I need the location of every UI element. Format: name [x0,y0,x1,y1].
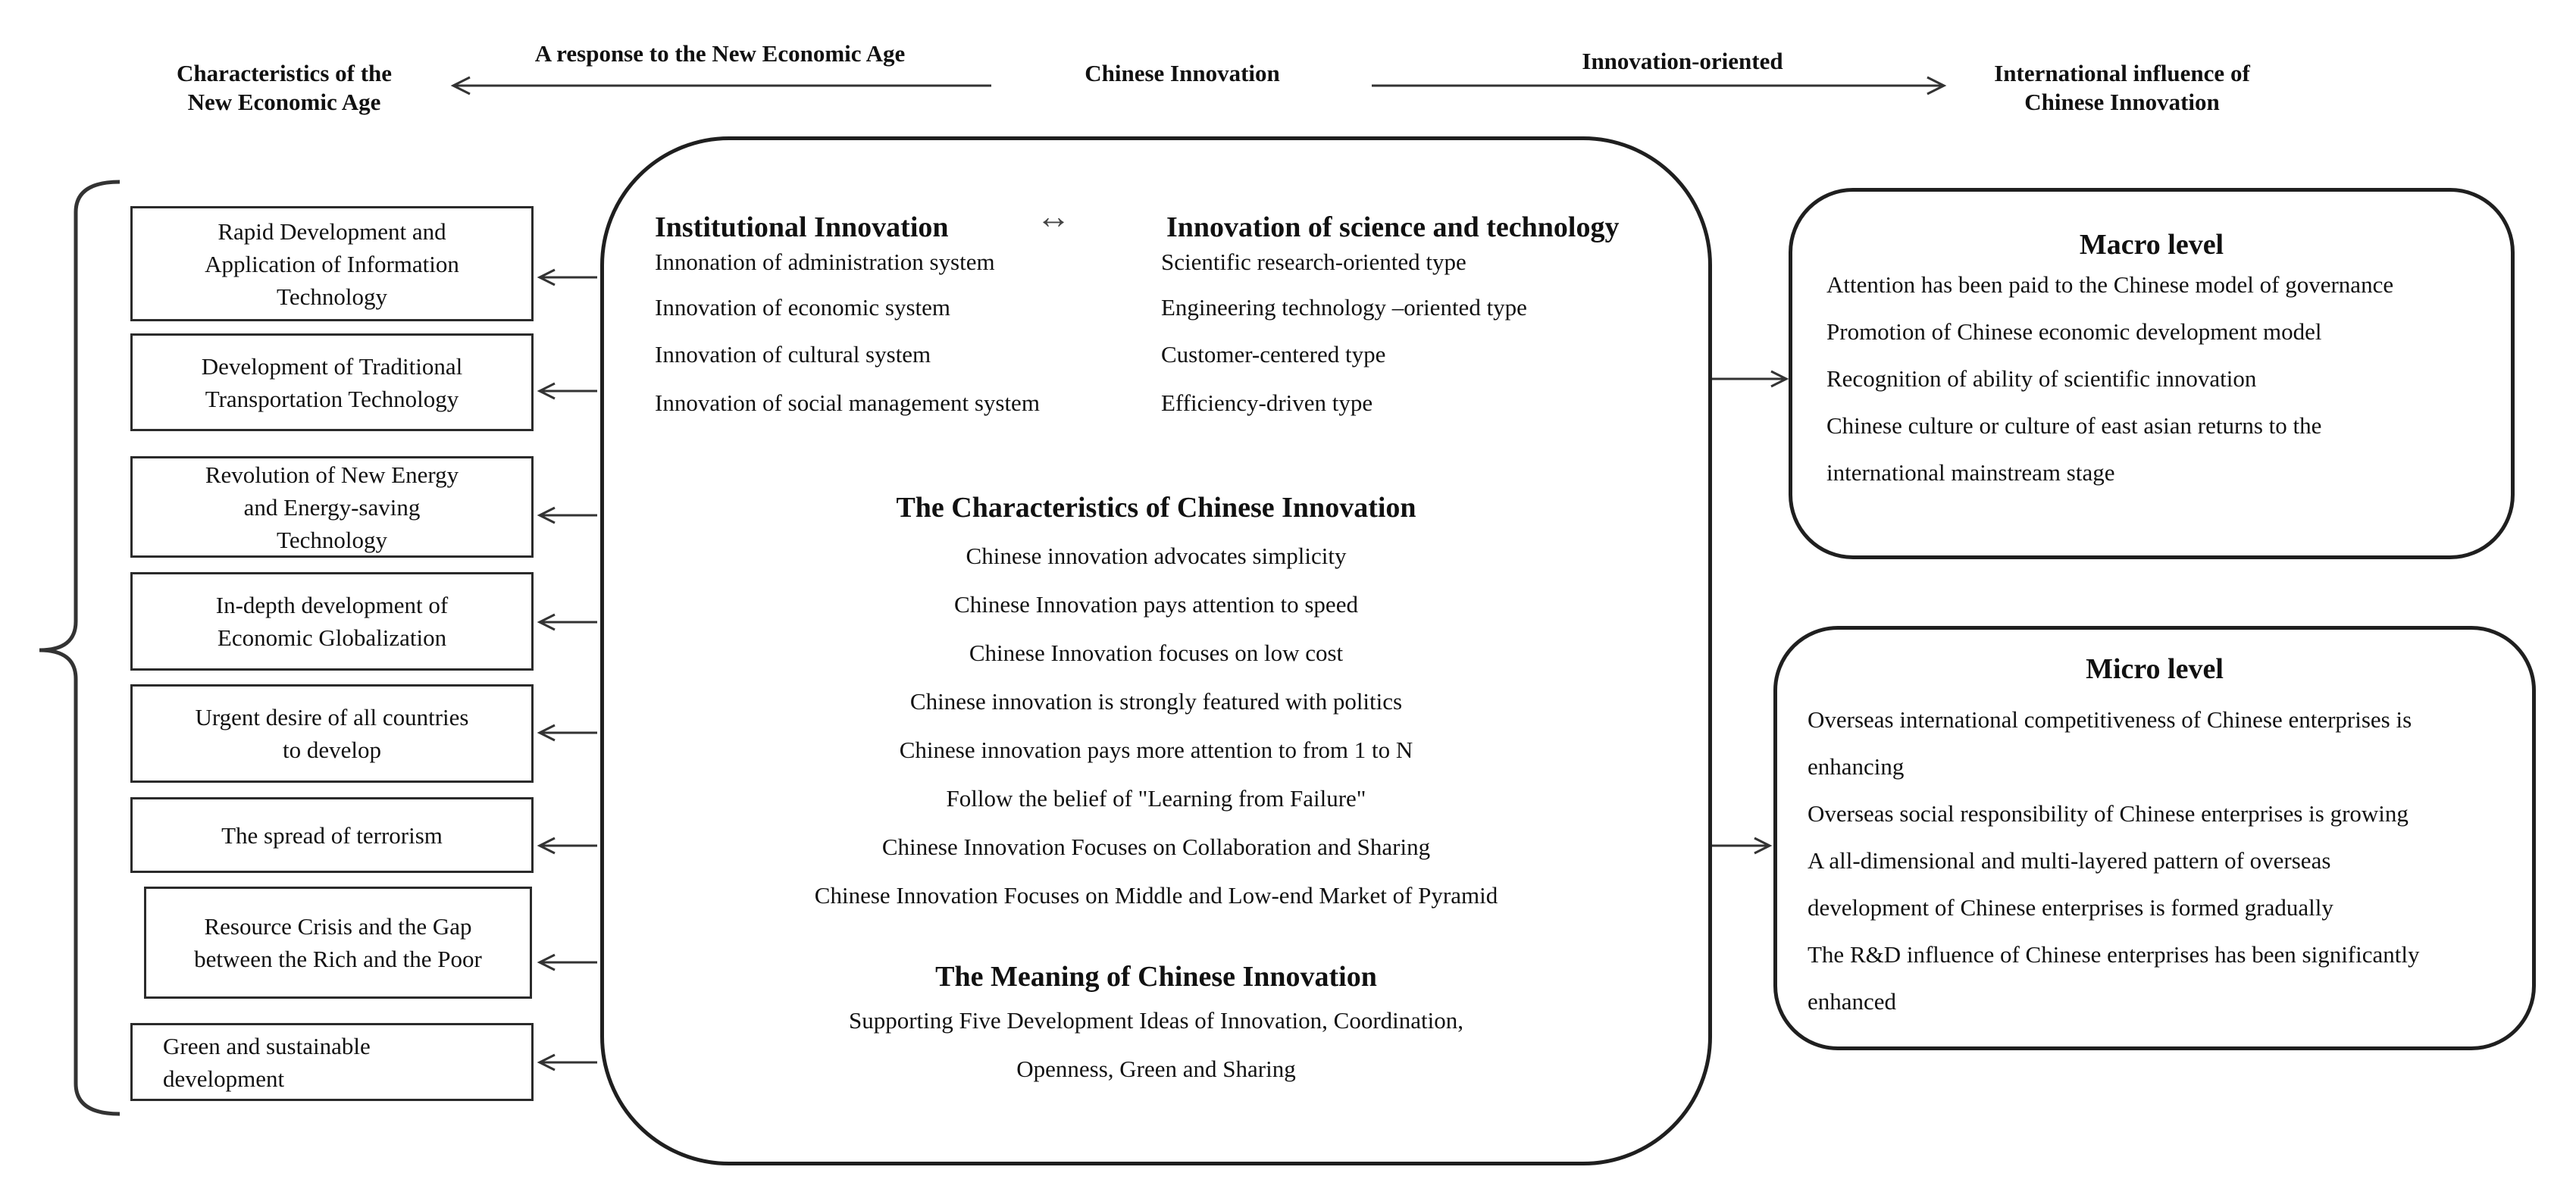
list-item: Recognition of ability of scientific innovation [1826,365,2257,392]
list-item: Efficiency-driven type [1161,389,1373,416]
arrow-left-1 [540,270,597,285]
list-item: enhancing [1808,753,1905,780]
left-box-globalization [130,572,534,671]
arrow-left-2 [540,383,597,399]
list-item: The R&D influence of Chinese enterprises has been significantly [1808,941,2420,968]
chinese-innovation-box [600,136,1712,1165]
list-item: Innovation of social management system [655,389,1040,416]
list-item: Engineering technology –oriented type [1161,294,1527,321]
left-box-label: Green and sustainable development [163,1032,371,1092]
left-box-green-development [130,1023,534,1101]
meaning-title: The Meaning of Chinese Innovation [935,961,1377,993]
list-item: Innonation of administration system [655,249,995,275]
institutional-list [655,249,1040,417]
arrow-left-7 [540,955,597,970]
left-box-transportation [130,333,534,431]
arrow-left-4 [540,615,597,630]
left-box-urgent-desire [130,684,534,783]
response-label: A response to the New Economic Age [534,40,906,67]
list-item: Customer-centered type [1161,341,1386,368]
left-box-label: Urgent desire of all countries to develop [195,704,469,763]
meaning-line: Supporting Five Development Ideas of Innovation, Coordination, [848,1007,1464,1034]
arrow-left-5 [540,725,597,740]
list-item: Attention has been paid to the Chinese model of governance [1826,271,2394,298]
left-box-label: In-depth development of Economic Globalization [215,592,449,651]
list-item: Scientific research-oriented type [1161,249,1466,275]
list-item: Chinese Innovation Focuses on Collaboration and Sharing [881,834,1431,860]
science-technology-title: Innovation of science and technology [1166,211,1620,243]
list-item: Chinese innovation pays more attention to from 1 to N [899,737,1413,763]
double-arrow-icon: ↔ [1036,197,1071,236]
characteristics-title: The Characteristics of Chinese Innovation [896,492,1416,524]
list-item: development of Chinese enterprises is formed gradually [1808,894,2333,921]
micro-list [1808,696,2419,1025]
science-list [1161,249,1527,417]
micro-level-box [1773,626,2536,1050]
list-item: enhanced [1808,988,1897,1015]
left-box-label: The spread of terrorism [221,821,443,849]
list-item: A all-dimensional and multi-layered pattern of overseas [1808,847,2331,874]
macro-level-title: Macro level [2079,229,2224,261]
arrow-to-international [1372,77,1944,94]
macro-list [1826,261,2393,496]
list-item: Overseas international competitiveness of Chinese enterprises is [1808,706,2412,733]
left-box-label: Rapid Development and Application of Information Technology [205,217,459,310]
characteristics-of-new-economic-age-title: Characteristics of the New Economic Age [176,60,393,115]
list-item: Chinese culture or culture of east asian returns to the [1826,412,2322,439]
macro-level-box [1789,188,2515,559]
meaning-line: Openness, Green and Sharing [1016,1056,1296,1082]
innovation-oriented-label: Innovation-oriented [1582,48,1783,74]
micro-level-title: Micro level [2086,653,2224,685]
arrow-to-characteristics [453,77,991,94]
institutional-innovation-title: Institutional Innovation [655,211,949,243]
list-item: international mainstream stage [1826,459,2115,486]
international-influence-title: International influence of Chinese Innovation [1994,60,2250,115]
list-item: Chinese innovation advocates simplicity [966,543,1347,569]
list-item: Innovation of cultural system [655,341,931,368]
characteristics-list [604,532,1708,920]
left-box-label: Revolution of New Energy and Energy-saving Technology [205,461,459,553]
left-box-information-technology [130,206,534,321]
list-item: Innovation of economic system [655,294,950,321]
left-box-resource-crisis [144,887,532,999]
arrow-left-3 [540,508,597,523]
list-item: Chinese Innovation pays attention to speed [954,591,1358,618]
left-brace [39,182,120,1114]
chinese-innovation-title: Chinese Innovation [1085,60,1280,86]
left-box-label: Development of Traditional Transportation Technology [201,352,463,412]
list-item: Overseas social responsibility of Chinese enterprises is growing [1808,800,2409,827]
list-item: Promotion of Chinese economic development model [1826,318,2322,345]
arrow-left-8 [540,1055,597,1070]
arrow-to-macro [1712,371,1786,386]
arrow-to-micro [1712,838,1770,853]
meaning-lines [604,996,1708,1093]
list-item: Follow the belief of "Learning from Failure" [946,785,1366,812]
arrow-left-6 [540,838,597,853]
list-item: Chinese Innovation focuses on low cost [969,640,1344,666]
left-box-new-energy [130,456,534,558]
list-item: Chinese innovation is strongly featured with politics [909,688,1403,715]
left-box-terrorism [130,797,534,873]
left-box-label: Resource Crisis and the Gap between the Rich and the Poor [194,913,482,972]
list-item: Chinese Innovation Focuses on Middle and Low-end Market of Pyramid [814,882,1498,909]
